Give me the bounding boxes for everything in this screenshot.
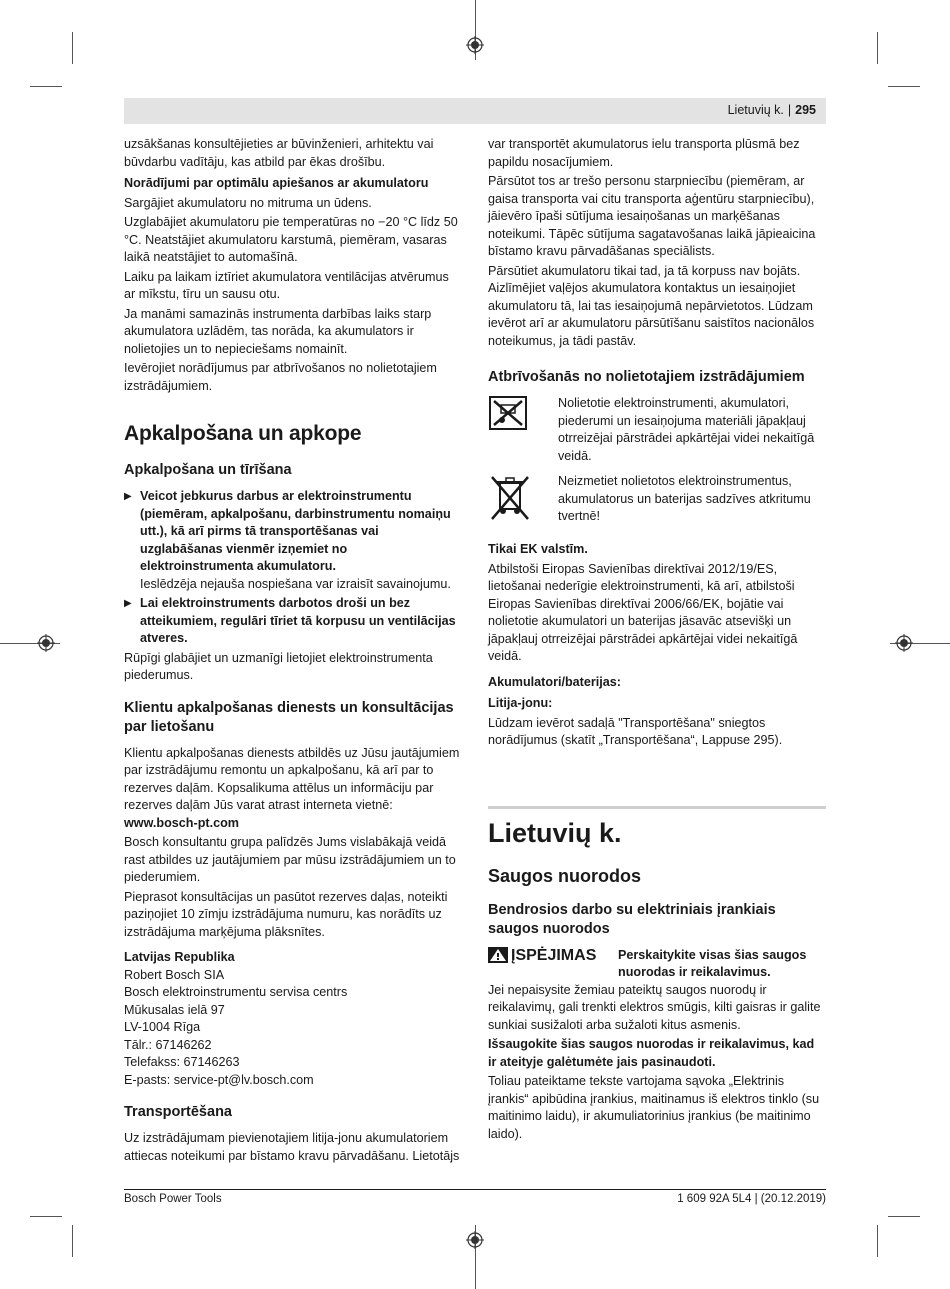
bullet-bold-text: Veicot jebkurus darbus ar elektroinstrumentu (piemēram, apkalpošanu, darbinstrumentu nomaiņu utt.), kā arī pirms tā transportēšanas vai uzglabāšanas vienmēr izņemiet no elektroinstrumenta akumulatoru. (140, 489, 451, 573)
crop-mark (888, 1216, 920, 1217)
crop-mark (72, 1225, 73, 1257)
right-column (488, 136, 826, 1145)
paragraph: Lūdzam ievērot sadaļā "Transportēšana" sniegtos norādījumus (skatīt „Transportēšana“, Lappuse 295). (488, 715, 783, 747)
transport-heading: Transportēšana (124, 1104, 232, 1120)
header-text: Lietuvių k. | 295 (727, 103, 816, 117)
disposal-heading: Atbrīvošanās no nolietotajiem izstrādājumiem (488, 369, 805, 385)
address-block (124, 949, 462, 1089)
section-divider (488, 806, 826, 809)
triangle-bullet-icon: ▶ (124, 598, 132, 609)
registration-mark-icon (895, 634, 913, 652)
website-link[interactable]: www.bosch-pt.com (124, 815, 239, 830)
paragraph: Ja manāmi samazinās instrumenta darbības laiks starp akumulatora uzlādēm, tas norāda, ka akumulators ir nolietojies un to nepieciešams nomainīt. (124, 306, 432, 356)
language-title: Lietuvių k. (488, 817, 622, 848)
page-number: 295 (795, 103, 816, 117)
crop-mark (30, 86, 62, 87)
list-item (124, 595, 462, 648)
paragraph: Laiku pa laikam iztīriet akumulatora ventilācijas atvērumus ar mīkstu, tīru un sausu otu. (124, 269, 449, 301)
crop-mark (72, 32, 73, 64)
bullet-text: Ieslēdzēja nejauša nospiešana var izraisīt savainojumu. (140, 576, 451, 591)
address-line: LV-1004 Rīga (124, 1020, 201, 1034)
recycling-row (488, 395, 826, 465)
address-line: Robert Bosch SIA (124, 967, 225, 982)
registration-mark-icon (466, 1231, 484, 1249)
footer-brand: Bosch Power Tools (124, 1193, 222, 1205)
disposal-text: Neizmetiet nolietotos elektroinstrumentus, akumulatorus un baterijas sadzīves atkritumu tvertnē! (558, 474, 811, 523)
header-section: Lietuvių k. (727, 103, 784, 117)
paragraph: Atbilstoši Eiropas Savienības direktīvai 2012/19/ES, lietošanai nederīgie elektroinstrumenti, kā arī, atbilstoši Eiropas Savienības direktīvai 2006/66/EK, bojātie vai nolietotie akumulatori un baterijas jāsavāc atsevišķi un jāpakļauj otrreizējai pārstrādei apkārtējai videi nekaitīgā veidā. (488, 561, 798, 663)
page-header (124, 98, 826, 124)
warning-text: Jei nepaisysite žemiau pateiktų saugos nuorodų ir reikalavimų, gali trenkti elektros smūgis, kilti gaisras ir galite sunkiai susižaloti arba sužaloti kitus asmenis. (488, 982, 821, 1032)
paragraph: Bosch konsultantu grupa palīdzēs Jums vislabākajā veidā rast atbildes uz jautājumiem par mūsu izstrādājumiem un to piederumiem. (124, 835, 456, 884)
crop-mark (877, 32, 878, 64)
crop-mark (888, 86, 920, 87)
address-title: Latvijas Republika (124, 950, 235, 964)
paragraph: Rūpīgi glabājiet un uzmanīgi lietojiet elektroinstrumenta piederumus. (124, 650, 433, 682)
paragraph: Toliau pateiktame tekste vartojama sąvoka „Elektrinis įrankis“ apibūdina įrankius, maitinamus iš elektros tinklo (su maitinimo laidu), ir akumuliatorinius įrankius (be maitinimo laido). (488, 1074, 820, 1141)
general-safety-heading: Bendrosios darbo su elektriniais įrankiais saugos nuorodos (488, 901, 776, 937)
paragraph: Ievērojiet norādījumus par atbrīvošanos no nolietotajiem izstrādājumiem. (124, 361, 437, 393)
bin-row (488, 473, 826, 533)
warning-triangle-icon (488, 947, 508, 963)
paragraph: Pārsūtot tos ar trešo personu starpniecību (piemēram, ar gaisa transporta vai citu transporta aģentūru starpniecību), jāievēro īpaši sūtījuma iesaiņošanas un marķēšanas noteikumi. Tāpēc sūtījuma sagatavošanas laikā jāpieaicina bīstamo kravu pārvadāšanas speciālists. (488, 174, 816, 258)
paragraph: Pārsūtiet akumulatoru tikai tad, ja tā korpuss nav bojāts. Aizlīmējiet vaļējos akumulatora kontaktus un iesaiņojiet akumulatoru tā, lai tas iesaiņojumā nepārvietotos. Lūdzam ievērot arī ar akumulatoru pārsūtīšanu saistītos nacionālos noteikumus, ja tādi pastāv. (488, 263, 815, 348)
safety-heading: Saugos nuorodos (488, 865, 641, 886)
address-line: Bosch elektroinstrumentu servisa centrs (124, 985, 348, 999)
left-column (124, 136, 462, 1167)
warning-label (488, 947, 596, 965)
paragraph: Pieprasot konsultācijas un pasūtot rezerves daļas, noteikti paziņojiet 10 zīmju izstrādājuma numuru, kas norādīts uz izstrādājuma marķējuma plāksnītes. (124, 889, 448, 939)
registration-mark-icon (466, 36, 484, 54)
paragraph: var transportēt akumulatorus ielu transporta plūsmā bez papildu nosacījumiem. (488, 137, 800, 169)
crop-mark (877, 1225, 878, 1257)
paragraph: Uzglabājiet akumulatoru pie temperatūras no −20 °C līdz 50 °C. Neatstājiet akumulatoru karstumā, piemēram, vasaras laikā neatstājiet to automašīnā. (124, 215, 458, 264)
paragraph: Sargājiet akumulatoru no mitruma un ūdens. (124, 195, 372, 210)
batteries-heading: Akumulatori/baterijas: (488, 674, 621, 689)
list-item (124, 488, 462, 593)
paragraph: Klientu apkalpošanas dienests atbildēs uz Jūsu jautājumiem par izstrādājumu remontu un apkalpošanu, kā arī par to rezerves daļām. Kopsalikuma attēlus un informāciju par rezerves daļām Jūs varat atrast interneta vietnē: (124, 745, 460, 812)
warning-label-text: ĮSPĖJIMAS (511, 946, 597, 964)
service-heading: Apkalpošana un apkope (124, 422, 362, 445)
crop-mark (30, 1216, 62, 1217)
warning-bold-text: Perskaitykite visas šias saugos nuorodas ir reikalavimus. (618, 947, 807, 979)
bullet-bold-text: Lai elektroinstruments darbotos droši un bez atteikumiem, regulāri tīriet tā korpusu un ventilācijas atveres. (140, 596, 456, 645)
warning-block (488, 947, 826, 982)
triangle-bullet-icon: ▶ (124, 491, 132, 502)
disposal-text: Nolietotie elektroinstrumenti, akumulatori, piederumi un iesaiņojuma materiāli jāpakļauj otrreizējai pārstrādei apkārtējai videi nekaitīgā veidā. (558, 396, 815, 463)
address-line: Tālr.: 67146262 (124, 1037, 212, 1052)
keep-instructions-text: Išsaugokite šias saugos nuorodas ir reikalavimus, kad ir ateityje galėtumėte jais pasinaudoti. (488, 1037, 815, 1069)
optimal-handling-heading: Norādījumi par optimālu apiešanos ar akumulatoru (124, 176, 429, 190)
customer-service-heading: Klientu apkalpošanas dienests un konsultācijas par lietošanu (124, 699, 454, 735)
footer-rule (124, 1189, 826, 1190)
footer-doc-number: 1 609 92A 5L4 | (20.12.2019) (677, 1193, 826, 1205)
paragraph: Uz izstrādājumam pievienotajiem litija-jonu akumulatoriem attiecas noteikumi par bīstamo kravu pārvadāšanu. Lietotājs (124, 1131, 460, 1163)
eu-heading: Tikai EK valstīm. (488, 542, 588, 556)
address-line: Telefakss: 67146263 (124, 1055, 240, 1069)
intro-paragraph: uzsākšanas konsultējieties ar būvinženieri, arhitektu vai būvdarbu vadītāju, kas atbild par ēkas drošību. (124, 137, 434, 169)
crossed-bin-icon (488, 473, 532, 523)
recycling-icon (488, 395, 528, 431)
registration-mark-icon (37, 634, 55, 652)
address-line: E-pasts: service-pt@lv.bosch.com (124, 1072, 314, 1087)
li-ion-heading: Litija-jonu: (488, 696, 553, 710)
address-line: Mūkusalas ielā 97 (124, 1002, 225, 1017)
cleaning-heading: Apkalpošana un tīrīšana (124, 462, 292, 478)
